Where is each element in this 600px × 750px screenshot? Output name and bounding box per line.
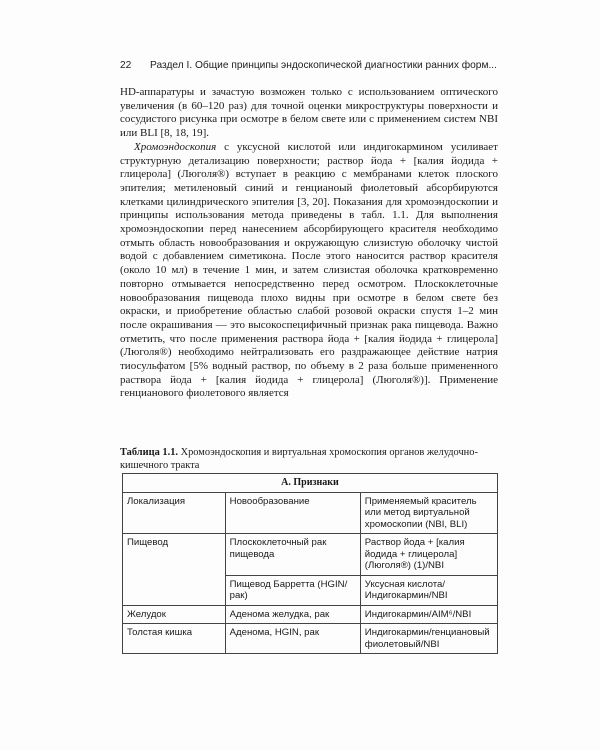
term-chromoendoscopy: Хромоэндоскопия [134,140,217,153]
cell-lesion: Плоскоклеточный рак пищевода [225,534,360,576]
table-row [123,534,498,576]
cell-lesion: Пищевод Барретта (HGIN/рак) [225,575,360,605]
table-caption-label: Таблица 1.1. [120,447,178,458]
paragraph-2 [120,141,498,401]
cell-localization: Толстая кишка [123,624,226,654]
paragraph-1: HD-аппаратуры и зачастую возможен только с использованием оптического увеличения (в 60–120 раз) для точной оценки микроструктуры поверхности и сосудистого рисунка при осмотре в белом свете или с применением систем NBI или BLI [8, 18, 19]. [120,86,498,140]
cell-dye: Уксусная кислота/Индигокармин/NBI [360,575,497,605]
column-header-lesion: Новообразование [225,492,360,534]
running-header [120,60,498,71]
body-text [120,86,498,401]
column-header-dye: Применяемый краситель или метод виртуальной хромоскопии (NBI, BLI) [360,492,497,534]
table-header-row [123,492,498,534]
cell-dye: Раствор йода + [калия йодида + глицерола] (Люголя®) (1)/NBI [360,534,497,576]
cell-lesion: Аденома, HGIN, рак [225,624,360,654]
cell-lesion: Аденома желудка, рак [225,605,360,624]
table-caption-text: Хромоэндоскопия и виртуальная хромоскопия органов желудочно-кишечного тракта [120,447,478,471]
cell-dye: Индигокармин/генциановый фиолетовый/NBI [360,624,497,654]
cell-localization: Пищевод [123,534,226,606]
running-title: Раздел I. Общие принципы эндоскопической диагностики ранних форм... [150,60,497,71]
table-row [123,605,498,624]
cell-dye: Индигокармин/AIM⁶/NBI [360,605,497,624]
cell-localization: Желудок [123,605,226,624]
table-caption [120,446,498,472]
page-number: 22 [120,60,132,71]
chromoendoscopy-table [122,473,498,654]
table-group-header: А. Признаки [123,474,498,493]
column-header-localization: Локализация [123,492,226,534]
table-row [123,624,498,654]
paragraph-2-text: с уксусной кислотой или индигокармином усиливает структурную детализацию поверхности; раствор йода + [калия йодида + глицерола] (Люголя®) вступает в реакцию с мембранами клеток плоского эпителия; метиленовый синий и генцианоый фиолетовый абсорбируются клетками цилиндрического эпителия [3, 20]. Показания для хромоэндоскопии и принципы использования метода приведены в табл. 1.1. Для выполнения хромоэндоскопии перед нанесением абсорбирующего красителя необходимо отмыть область новообразования и окружающую слизистую оболочку чистой водой с добавлением симетикона. После этого наносится раствор красителя (около 10 мл) в течение 1 мин, и затем слизистая оболочка кратковременно повторно отмывается непосредственно перед осмотром. Плоскоклеточные новообразования пищевода плохо видны при осмотре в белом свете без окраски, и приобретение областью слабой розовой окраски спустя 1–2 мин после окрашивания — это высокоспецифичный признак рака пищевода. Важно отметить, что после применения раствора йода + [калия йодида + глицерола] (Люголя®) необходимо нейтрализовать его раздражающее действие натрия тиосульфатом [5% водный раствор, по объему в 2 раза больше примененного раствора йода + [калия йодида + глицерола] (Люголя®)]. Применение генцианового фиолетового является [120,140,498,400]
table-group-row [123,474,498,493]
